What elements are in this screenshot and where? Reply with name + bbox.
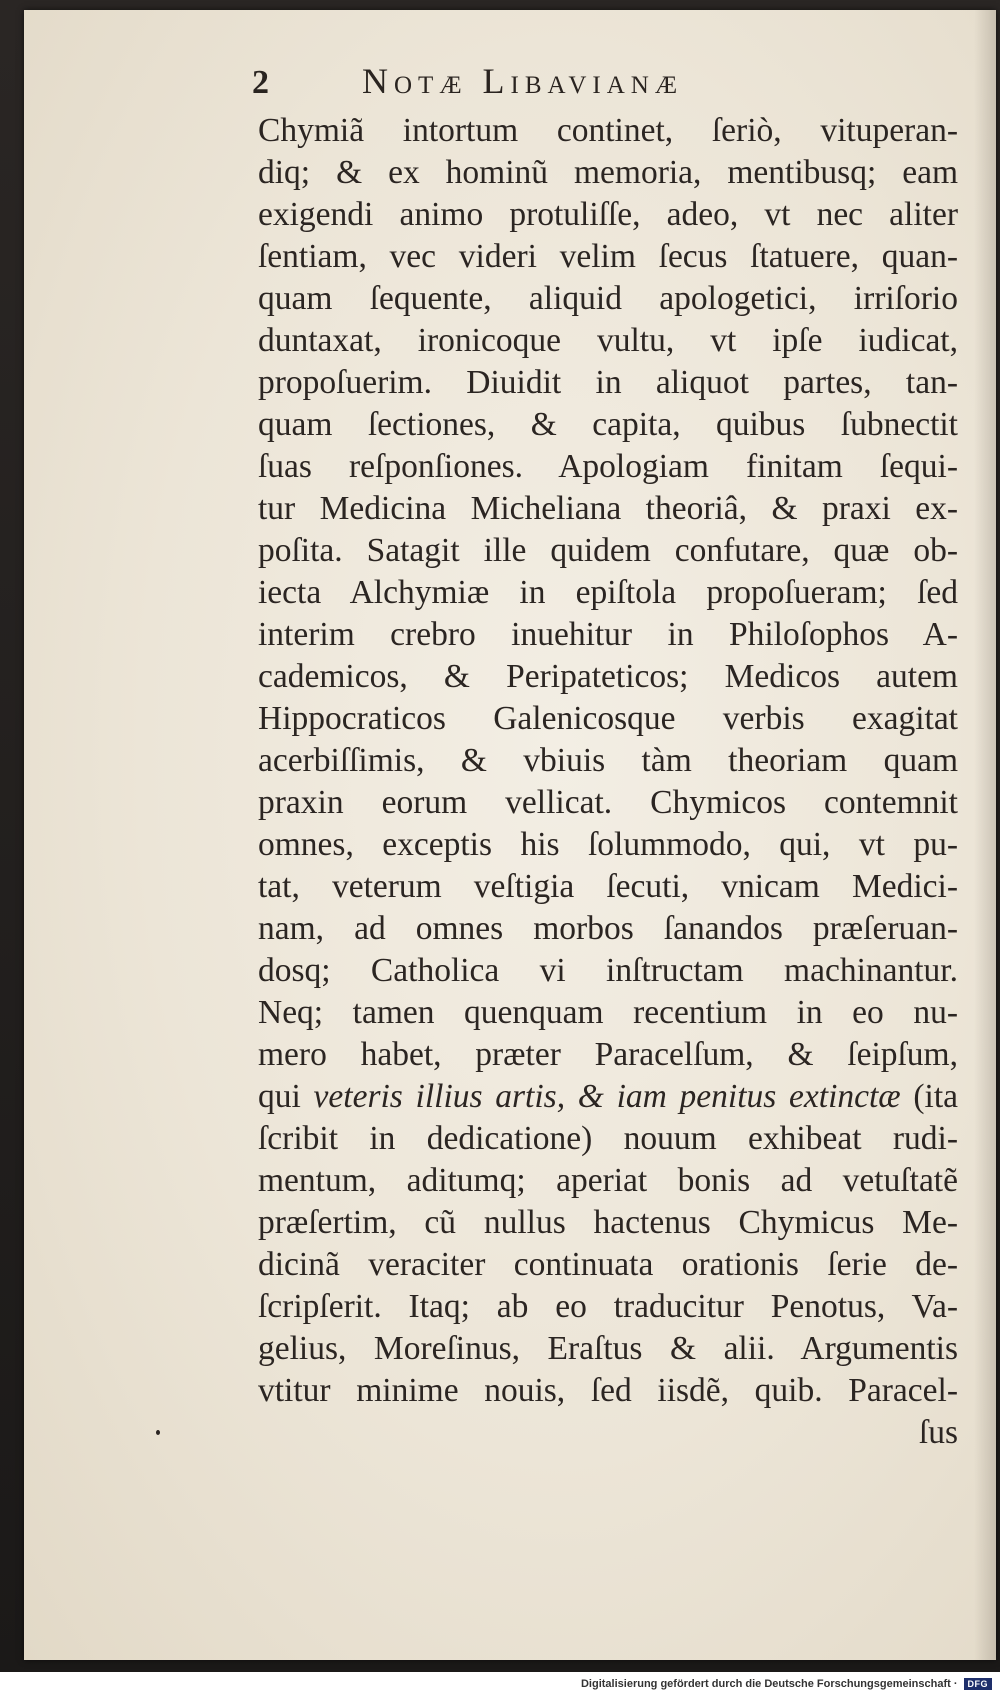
italic-quotation: veteris illius artis, & iam penitus extinctæ (313, 1078, 901, 1115)
digitization-footer (0, 1672, 1000, 1695)
footer-credit: Digitalisierung gefördert durch die Deutsche Forschungsgemeinschaft · (580, 1677, 958, 1690)
text-line: Chymiã intortum continet, ſeriò, vituperan- (258, 112, 958, 149)
text-line: quam ſectiones, & capita, quibus ſubnectit (258, 406, 958, 443)
dfg-logo-icon: DFG (964, 1678, 993, 1690)
text-line: acerbiſſimis, & vbiuis tàm theoriam quam (258, 742, 958, 779)
text-segment: qui (258, 1078, 314, 1115)
text-line: cademicos, & Peripateticos; Medicos autem (258, 658, 958, 695)
ink-spot (156, 1430, 160, 1435)
text-line: Neq; tamen quenquam recentium in eo nu- (258, 994, 958, 1031)
text-line: omnes, exceptis his ſolummodo, qui, vt pu- (258, 826, 958, 863)
text-line: nam, ad omnes morbos ſanandos præſeruan- (258, 910, 958, 947)
text-line: mero habet, præter Paracelſum, & ſeipſum, (258, 1036, 958, 1073)
text-line: gelius, Moreſinus, Eraſtus & alii. Argumentis (258, 1330, 958, 1367)
text-line: poſita. Satagit ille quidem confutare, quæ ob- (258, 532, 958, 569)
page-number: 2 (252, 64, 269, 101)
text-line: duntaxat, ironicoque vultu, vt ipſe iudicat, (258, 322, 958, 359)
running-title: Notæ Libavianæ (362, 61, 684, 101)
text-line: Hippocraticos Galenicosque verbis exagitat (258, 700, 958, 737)
body-text (258, 110, 958, 1454)
text-line: vtitur minime nouis, ſed iisdẽ, quib. Paracel- (258, 1372, 958, 1409)
text-line: exigendi animo protuliſſe, adeo, vt nec aliter (258, 196, 958, 233)
text-segment: (ita (900, 1078, 959, 1115)
text-line: diq; & ex hominũ memoria, mentibusq; eam (258, 154, 958, 191)
text-line: ſcripſerit. Itaq; ab eo traducitur Penotus, Va- (258, 1288, 958, 1325)
page-header (252, 60, 852, 110)
text-line: ſuas reſponſiones. Apologiam finitam ſequi- (258, 448, 958, 485)
text-line: præſertim, cũ nullus hactenus Chymicus Me- (258, 1204, 958, 1241)
text-line: ſentiam, vec videri velim ſecus ſtatuere, quan- (258, 238, 958, 275)
text-line (258, 1076, 958, 1118)
text-line: praxin eorum vellicat. Chymicos contemnit (258, 784, 958, 821)
text-line: propoſuerim. Diuidit in aliquot partes, tan- (258, 364, 958, 401)
text-line: tat, veterum veſtigia ſecuti, vnicam Medici- (258, 868, 958, 905)
text-line: dicinã veraciter continuata orationis ſerie de- (258, 1246, 958, 1283)
text-line: ſus (918, 1414, 958, 1451)
text-line: tur Medicina Micheliana theoriâ, & praxi ex- (258, 490, 958, 527)
text-line: mentum, aditumq; aperiat bonis ad vetuſtatẽ (258, 1162, 958, 1199)
text-line: iecta Alchymiæ in epiſtola propoſueram; ſed (258, 574, 958, 611)
text-line: quam ſequente, aliquid apologetici, irriſorio (258, 280, 958, 317)
text-line: ſcribit in dedicatione) nouum exhibeat rudi- (258, 1120, 958, 1157)
text-line: dosq; Catholica vi inſtructam machinantur. (258, 952, 958, 989)
text-line: interim crebro inuehitur in Philoſophos A- (258, 616, 958, 653)
